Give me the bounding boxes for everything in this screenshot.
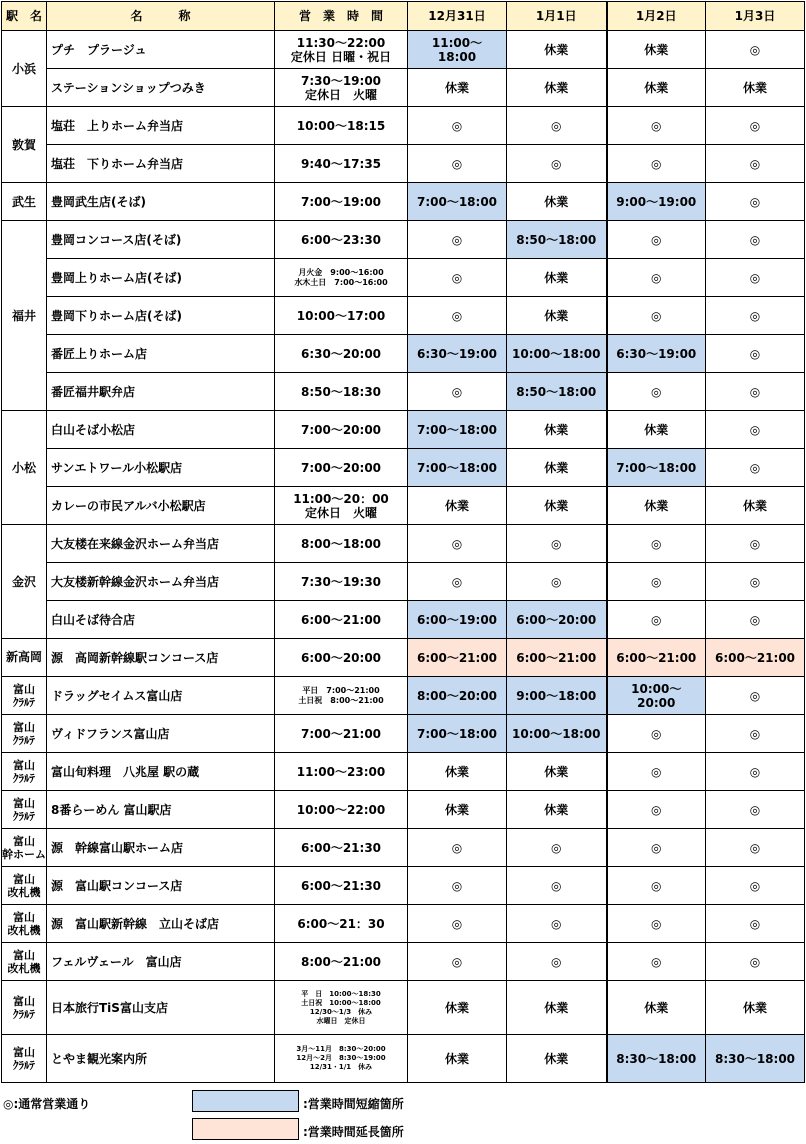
day-cell-d31: 6:30～19:00: [408, 335, 507, 373]
table-row: [2, 525, 805, 563]
table-row: [2, 563, 805, 601]
store-hours: [275, 563, 408, 601]
store-hours: [275, 221, 408, 259]
day-cell-d31: 休業: [408, 981, 507, 1035]
store-hours: [275, 487, 408, 525]
day-cell-d1: 休業: [507, 487, 607, 525]
day-cell-d31: ◎: [408, 829, 507, 867]
day-cell-d1: ◎: [507, 905, 607, 943]
store-hours: [275, 411, 408, 449]
store-name: フェルヴェール 富山店: [47, 943, 275, 981]
legend-ext: :営業時間延長箇所: [303, 1125, 404, 1139]
day-cell-d3: ◎: [706, 753, 805, 791]
station-cell: 富山 ｸﾗﾙﾃ: [2, 791, 47, 829]
station-cell: 富山 改札機: [2, 905, 47, 943]
store-name: 塩荘 上りホーム弁当店: [47, 107, 275, 145]
day-cell-d1: 休業: [507, 449, 607, 487]
hours-line: 6:00～20:00: [300, 650, 382, 665]
station-cell: 小浜: [2, 31, 47, 107]
col-station: 駅 名: [2, 2, 47, 31]
hours-line: 12月～2月 8:30～19:00: [296, 1054, 386, 1062]
store-name: 源 高岡新幹線駅コンコース店: [47, 639, 275, 677]
day-cell-d31: 7:00～18:00: [408, 449, 507, 487]
station-cell: 富山 幹ホーム: [2, 829, 47, 867]
hours-line: 6:30～20:00: [300, 346, 382, 361]
col-hours: 営 業 時 間: [275, 2, 408, 31]
hours-line: 9:40～17:35: [300, 156, 382, 171]
day-cell-d1: 休業: [507, 69, 607, 107]
station-cell: 新高岡: [2, 639, 47, 677]
day-cell-d3: 休業: [706, 69, 805, 107]
day-cell-d2: ◎: [607, 715, 706, 753]
hours-line: 7:00～20:00: [300, 460, 382, 475]
hours-line: 6:00～23:30: [300, 232, 382, 247]
legend-ext-swatch: [192, 1118, 299, 1140]
hours-line: 10:00～22:00: [296, 802, 386, 817]
day-cell-d3: ◎: [706, 449, 805, 487]
col-dec31: 12月31日: [408, 2, 507, 31]
day-cell-d1: 休業: [507, 297, 607, 335]
table-row: [2, 373, 805, 411]
store-hours: [275, 525, 408, 563]
store-hours: [275, 753, 408, 791]
station-cell: 富山 ｸﾗﾙﾃ: [2, 981, 47, 1035]
day-cell-d1: ◎: [507, 943, 607, 981]
store-hours: [275, 335, 408, 373]
store-hours: [275, 69, 408, 107]
table-row: [2, 829, 805, 867]
store-hours: [275, 449, 408, 487]
store-name: ドラッグセイムス富山店: [47, 677, 275, 715]
hours-line: 水曜日 定休日: [316, 1016, 366, 1025]
day-cell-d3: 休業: [706, 487, 805, 525]
store-name: 日本旅行TiS富山支店: [47, 981, 275, 1035]
store-hours: [275, 107, 408, 145]
station-cell: 武生: [2, 183, 47, 221]
day-cell-d2: 休業: [607, 31, 706, 69]
hours-line: 8:50～18:30: [300, 384, 382, 399]
day-cell-d2: 休業: [607, 411, 706, 449]
day-cell-d1: ◎: [507, 867, 607, 905]
day-cell-d31: ◎: [408, 221, 507, 259]
day-cell-d3: ◎: [706, 335, 805, 373]
day-cell-d31: 休業: [408, 487, 507, 525]
store-name: 大友楼新幹線金沢ホーム弁当店: [47, 563, 275, 601]
store-name: 豊岡上りホーム店(そば): [47, 259, 275, 297]
store-hours: [275, 183, 408, 221]
hours-line: 10:00～17:00: [296, 308, 386, 323]
day-cell-d1: 休業: [507, 411, 607, 449]
hours-line: 8:00～21:00: [300, 954, 382, 969]
day-cell-d3: ◎: [706, 373, 805, 411]
day-cell-d2: 6:30～19:00: [607, 335, 706, 373]
table-row: [2, 411, 805, 449]
col-jan3: 1月3日: [706, 2, 805, 31]
day-cell-d3: ◎: [706, 601, 805, 639]
day-cell-d31: ◎: [408, 297, 507, 335]
day-cell-d2: ◎: [607, 145, 706, 183]
day-cell-d31: 7:00～18:00: [408, 183, 507, 221]
table-row: [2, 183, 805, 221]
day-cell-d31: 休業: [408, 791, 507, 829]
day-cell-d2: ◎: [607, 829, 706, 867]
hours-line: 6:00～21：30: [297, 916, 385, 931]
store-hours: [275, 677, 408, 715]
hours-line: 3月～11月 8:30～20:00: [296, 1045, 386, 1053]
day-cell-d2: ◎: [607, 107, 706, 145]
store-hours: [275, 31, 408, 69]
store-hours: [275, 1035, 408, 1083]
hours-line: 月火金 9:00～16:00: [298, 267, 384, 277]
store-name: 富山旬料理 八兆屋 駅の蔵: [47, 753, 275, 791]
day-cell-d1: 8:50～18:00: [507, 373, 607, 411]
table-row: [2, 107, 805, 145]
day-cell-d3: ◎: [706, 563, 805, 601]
col-jan2: 1月2日: [607, 2, 706, 31]
hours-line: 11:00～23:00: [296, 764, 386, 779]
day-cell-d1: ◎: [507, 145, 607, 183]
header-row: [2, 2, 805, 31]
table-row: [2, 905, 805, 943]
day-cell-d31: 休業: [408, 1035, 507, 1083]
day-cell-d3: ◎: [706, 943, 805, 981]
col-name: 名 称: [47, 2, 275, 31]
day-cell-d2: ◎: [607, 791, 706, 829]
day-cell-d31: ◎: [408, 563, 507, 601]
day-cell-d31: 6:00～21:00: [408, 639, 507, 677]
day-cell-d1: 8:50～18:00: [507, 221, 607, 259]
day-cell-d31: ◎: [408, 145, 507, 183]
day-cell-d3: 8:30～18:00: [706, 1035, 805, 1083]
day-cell-d31: 8:00～20:00: [408, 677, 507, 715]
store-hours: [275, 791, 408, 829]
day-cell-d1: ◎: [507, 829, 607, 867]
store-name: 番匠上りホーム店: [47, 335, 275, 373]
store-name: 8番らーめん 富山駅店: [47, 791, 275, 829]
store-name: 豊岡コンコース店(そば): [47, 221, 275, 259]
table-row: [2, 69, 805, 107]
table-row: [2, 1035, 805, 1083]
store-name: 源 富山駅コンコース店: [47, 867, 275, 905]
day-cell-d2: 休業: [607, 487, 706, 525]
day-cell-d2: ◎: [607, 753, 706, 791]
day-cell-d31: ◎: [408, 259, 507, 297]
hours-line: 6:00～21:00: [300, 612, 382, 627]
store-hours: [275, 905, 408, 943]
legend-short: :営業時間短縮箇所: [303, 1097, 404, 1111]
day-cell-d1: 10:00～18:00: [507, 715, 607, 753]
day-cell-d1: 休業: [507, 791, 607, 829]
store-name: 大友楼在来線金沢ホーム弁当店: [47, 525, 275, 563]
hours-line: 7:30～19:00: [300, 73, 382, 88]
table-row: [2, 145, 805, 183]
day-cell-d3: ◎: [706, 715, 805, 753]
table-row: [2, 221, 805, 259]
store-name: とやま観光案内所: [47, 1035, 275, 1083]
day-cell-d1: ◎: [507, 563, 607, 601]
store-hours: [275, 373, 408, 411]
hours-line: 7:30～19:30: [300, 574, 382, 589]
store-name: ヴィドフランス富山店: [47, 715, 275, 753]
day-cell-d2: ◎: [607, 601, 706, 639]
day-cell-d3: ◎: [706, 411, 805, 449]
hours-line: 平日 7:00～21:00: [302, 685, 380, 695]
store-hours: [275, 981, 408, 1035]
store-hours: [275, 943, 408, 981]
day-cell-d2: 休業: [607, 981, 706, 1035]
hours-line: 11:30～22:00: [296, 35, 386, 50]
day-cell-d1: 休業: [507, 259, 607, 297]
store-name: 白山そば待合店: [47, 601, 275, 639]
store-hours: [275, 601, 408, 639]
hours-table: [1, 1, 805, 1083]
day-cell-d3: ◎: [706, 183, 805, 221]
day-cell-d2: ◎: [607, 905, 706, 943]
day-cell-d3: ◎: [706, 259, 805, 297]
hours-line: 定休日 火曜: [304, 87, 377, 102]
hours-line: 6:00～21:30: [300, 840, 382, 855]
day-cell-d31: 6:00～19:00: [408, 601, 507, 639]
table-row: [2, 753, 805, 791]
day-cell-d2: ◎: [607, 943, 706, 981]
day-cell-d1: 6:00～21:00: [507, 639, 607, 677]
day-cell-d31: ◎: [408, 905, 507, 943]
day-cell-d3: ◎: [706, 525, 805, 563]
store-name: 塩荘 下りホーム弁当店: [47, 145, 275, 183]
hours-line: 定休日 日曜・祝日: [290, 49, 392, 64]
day-cell-d1: 休業: [507, 31, 607, 69]
hours-line: 平 日 10:00～18:30: [301, 989, 381, 998]
day-cell-d3: ◎: [706, 791, 805, 829]
hours-line: 10:00～18:15: [296, 118, 386, 133]
store-hours: [275, 259, 408, 297]
table-row: [2, 487, 805, 525]
day-cell-d2: 10:00～ 20:00: [607, 677, 706, 715]
hours-line: 7:00～21:00: [300, 726, 382, 741]
store-name: 源 幹線富山駅ホーム店: [47, 829, 275, 867]
table-row: [2, 677, 805, 715]
day-cell-d2: ◎: [607, 563, 706, 601]
hours-line: 土日祝 8:00～21:00: [298, 695, 384, 705]
station-cell: 富山 ｸﾗﾙﾃ: [2, 715, 47, 753]
station-cell: 敦賀: [2, 107, 47, 183]
table-row: [2, 791, 805, 829]
station-cell: 福井: [2, 221, 47, 411]
table-row: [2, 31, 805, 69]
day-cell-d1: 休業: [507, 981, 607, 1035]
table-row: [2, 297, 805, 335]
day-cell-d31: 7:00～18:00: [408, 411, 507, 449]
day-cell-d3: ◎: [706, 31, 805, 69]
day-cell-d3: ◎: [706, 297, 805, 335]
day-cell-d31: ◎: [408, 107, 507, 145]
station-cell: 富山 ｸﾗﾙﾃ: [2, 677, 47, 715]
store-hours: [275, 867, 408, 905]
day-cell-d1: ◎: [507, 107, 607, 145]
hours-line: 6:00～21:30: [300, 878, 382, 893]
table-row: [2, 335, 805, 373]
hours-line: 7:00～20:00: [300, 422, 382, 437]
table-row: [2, 601, 805, 639]
day-cell-d31: ◎: [408, 525, 507, 563]
hours-line: 7:00～19:00: [300, 194, 382, 209]
day-cell-d31: 休業: [408, 69, 507, 107]
day-cell-d31: 11:00～ 18:00: [408, 31, 507, 69]
station-cell: 富山 ｸﾗﾙﾃ: [2, 753, 47, 791]
table-row: [2, 943, 805, 981]
day-cell-d1: 休業: [507, 1035, 607, 1083]
store-hours: [275, 297, 408, 335]
day-cell-d31: 7:00～18:00: [408, 715, 507, 753]
day-cell-d31: ◎: [408, 373, 507, 411]
day-cell-d3: ◎: [706, 677, 805, 715]
table-row: [2, 715, 805, 753]
day-cell-d31: ◎: [408, 943, 507, 981]
table-row: [2, 449, 805, 487]
hours-line: 11:00～20：00: [293, 491, 389, 506]
store-name: プチ プラージュ: [47, 31, 275, 69]
day-cell-d31: ◎: [408, 867, 507, 905]
station-cell: 富山 改札機: [2, 943, 47, 981]
day-cell-d3: ◎: [706, 145, 805, 183]
day-cell-d1: 9:00～18:00: [507, 677, 607, 715]
day-cell-d1: 6:00～20:00: [507, 601, 607, 639]
table-row: [2, 259, 805, 297]
store-hours: [275, 145, 408, 183]
day-cell-d2: ◎: [607, 525, 706, 563]
hours-line: 定休日 火曜: [304, 505, 377, 520]
day-cell-d2: ◎: [607, 373, 706, 411]
store-name: サンエトワール小松駅店: [47, 449, 275, 487]
hours-line: 水木土日 7:00～16:00: [294, 277, 388, 287]
day-cell-d1: ◎: [507, 525, 607, 563]
day-cell-d2: ◎: [607, 297, 706, 335]
store-hours: [275, 715, 408, 753]
store-name: 白山そば小松店: [47, 411, 275, 449]
day-cell-d2: ◎: [607, 867, 706, 905]
day-cell-d2: ◎: [607, 259, 706, 297]
day-cell-d3: ◎: [706, 829, 805, 867]
day-cell-d1: 休業: [507, 753, 607, 791]
day-cell-d31: 休業: [408, 753, 507, 791]
day-cell-d2: ◎: [607, 221, 706, 259]
day-cell-d3: ◎: [706, 905, 805, 943]
store-hours: [275, 829, 408, 867]
col-jan1: 1月1日: [507, 2, 607, 31]
store-name: 豊岡下りホーム店(そば): [47, 297, 275, 335]
station-cell: 富山 ｸﾗﾙﾃ: [2, 1035, 47, 1083]
legend-short-swatch: [192, 1090, 299, 1112]
day-cell-d2: 休業: [607, 69, 706, 107]
store-name: 豊岡武生店(そば): [47, 183, 275, 221]
table-row: [2, 867, 805, 905]
store-name: カレーの市民アルバ小松駅店: [47, 487, 275, 525]
store-name: 源 富山駅新幹線 立山そば店: [47, 905, 275, 943]
legend-normal: ◎:通常営業通り: [3, 1097, 91, 1111]
hours-line: 12/31・1/1 休み: [309, 1063, 373, 1071]
day-cell-d3: ◎: [706, 221, 805, 259]
day-cell-d1: 10:00～18:00: [507, 335, 607, 373]
day-cell-d3: 6:00～21:00: [706, 639, 805, 677]
day-cell-d3: ◎: [706, 107, 805, 145]
store-hours: [275, 639, 408, 677]
store-name: 番匠福井駅弁店: [47, 373, 275, 411]
day-cell-d1: 休業: [507, 183, 607, 221]
day-cell-d2: 6:00～21:00: [607, 639, 706, 677]
day-cell-d3: 休業: [706, 981, 805, 1035]
station-cell: 金沢: [2, 525, 47, 639]
table-row: [2, 981, 805, 1035]
hours-line: 土日祝 10:00～18:00: [301, 998, 381, 1007]
day-cell-d2: 8:30～18:00: [607, 1035, 706, 1083]
day-cell-d3: ◎: [706, 867, 805, 905]
day-cell-d2: 9:00～19:00: [607, 183, 706, 221]
station-cell: 富山 改札機: [2, 867, 47, 905]
hours-line: 8:00～18:00: [300, 536, 382, 551]
station-cell: 小松: [2, 411, 47, 525]
day-cell-d2: 7:00～18:00: [607, 449, 706, 487]
store-name: ステーションショップつみき: [47, 69, 275, 107]
table-row: [2, 639, 805, 677]
hours-line: 12/30～1/3 休み: [309, 1007, 373, 1016]
